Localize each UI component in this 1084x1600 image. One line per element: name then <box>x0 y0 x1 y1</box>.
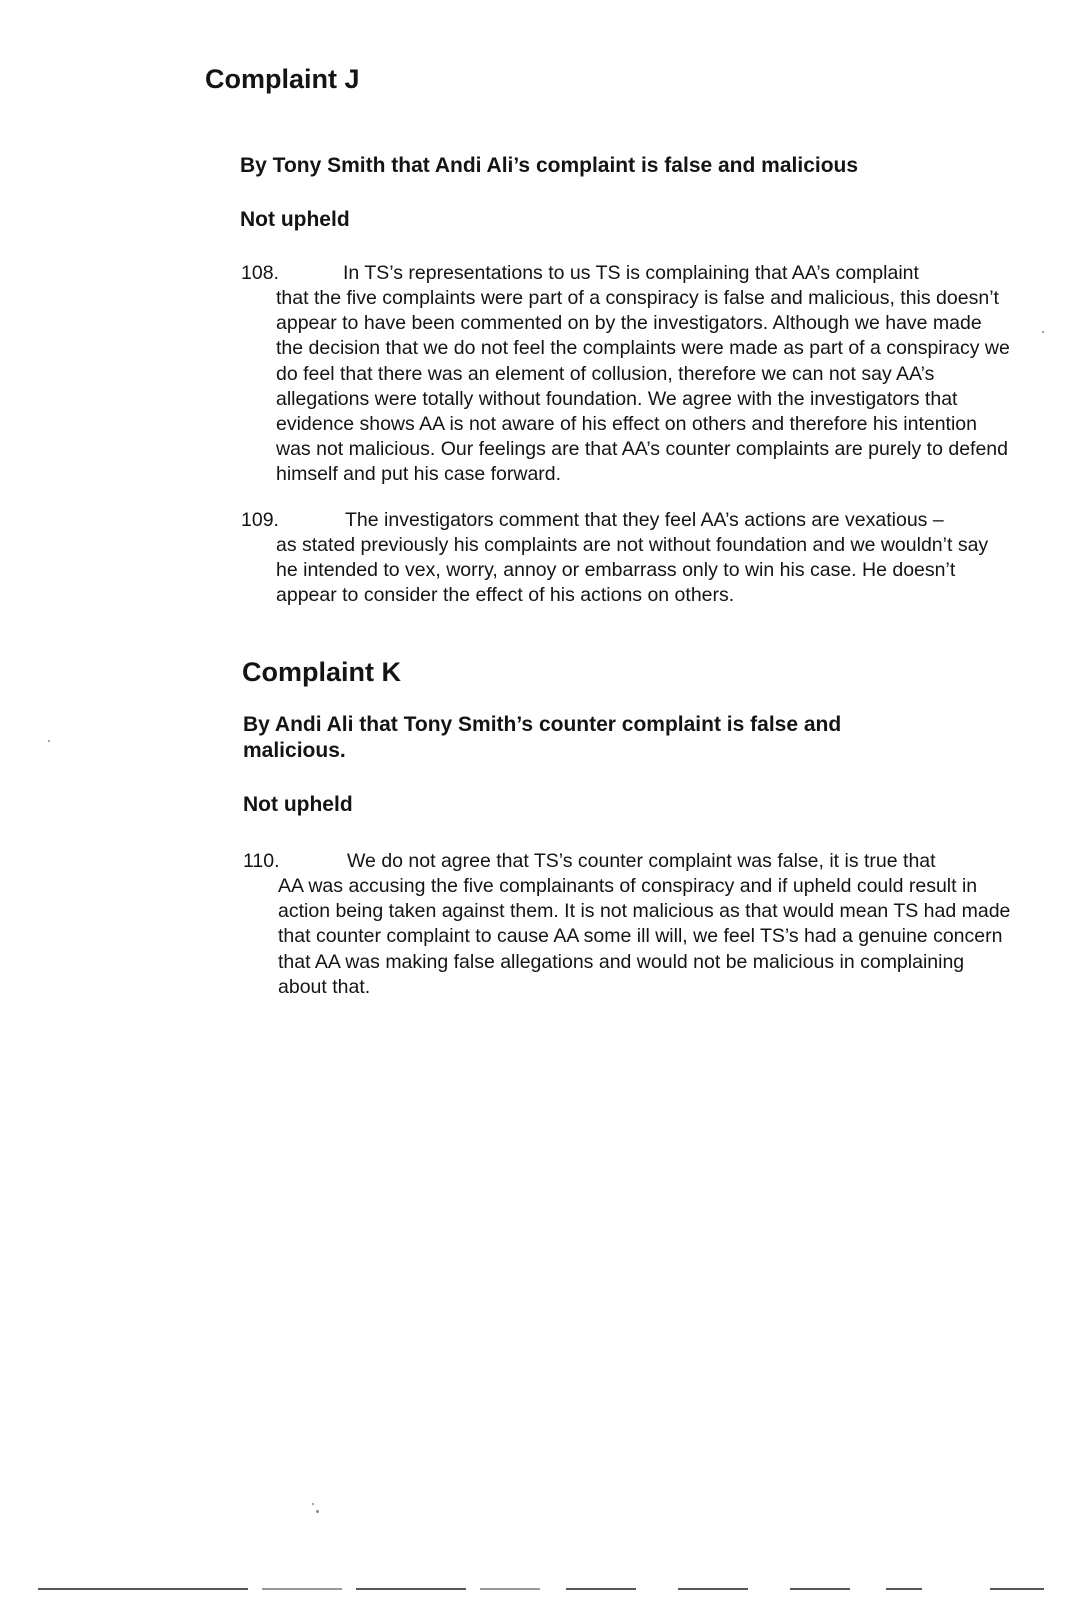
paragraph-number: 110. <box>243 850 280 872</box>
complaint-j-outcome: Not upheld <box>240 208 350 231</box>
scan-edge-line <box>790 1588 850 1590</box>
paragraph-lead: In TS’s representations to us TS is complaining that AA’s complaint <box>343 262 919 284</box>
scan-edge-line <box>678 1588 748 1590</box>
paragraph-number: 109. <box>241 509 279 531</box>
scan-edge-line <box>886 1588 922 1590</box>
scan-edge-line <box>38 1588 248 1590</box>
complaint-j-heading: Complaint J <box>205 64 360 94</box>
complaint-k-outcome: Not upheld <box>243 793 353 816</box>
scan-speck <box>1042 331 1044 333</box>
scan-edge-line <box>262 1588 342 1590</box>
scan-edge-line <box>566 1588 636 1590</box>
paragraph-lead: We do not agree that TS’s counter complaint was false, it is true that <box>347 850 936 872</box>
scan-edge-line <box>480 1588 540 1590</box>
scan-edge-line <box>990 1588 1044 1590</box>
paragraph-text: as stated previously his complaints are not without foundation and we wouldn’t say he intended to vex, worry, annoy or embarrass only to win his case. He doesn’t appear to consider the effect of his actions on others. <box>276 534 989 607</box>
complaint-k-heading: Complaint K <box>242 657 401 687</box>
paragraph-text: AA was accusing the five complainants of conspiracy and if upheld could result in action being taken against them. It is not malicious as that would mean TS had made that counter complaint to cause AA some ill will, we feel TS’s had a genuine concern that AA was making false allegations and would not be malicious in complaining about that. <box>278 875 1011 998</box>
paragraph-text: that the five complaints were part of a conspiracy is false and malicious, this doesn’t appear to have been commented on by the investigators. Although we have made the decision that we do not feel the complaints were made as part of a conspiracy we do feel that there was an element of collusion, therefore we can not say AA’s allegations were totally without foundation. We agree with the investigators that evidence shows AA is not aware of his effect on others and therefore his intention was not malicious. Our feelings are that AA’s counter complaints are purely to defend himself and put his case forward. <box>276 287 1010 486</box>
complaint-k-subject: By Andi Ali that Tony Smith’s counter complaint is false and malicious. <box>243 713 842 762</box>
paragraph-lead: The investigators comment that they feel AA’s actions are vexatious – <box>345 509 944 531</box>
scan-speck <box>312 1503 314 1505</box>
scan-speck <box>48 740 50 742</box>
complaint-j-subject: By Tony Smith that Andi Ali’s complaint is false and malicious <box>240 154 859 177</box>
scan-speck <box>316 1510 319 1513</box>
scan-edge-line <box>356 1588 466 1590</box>
paragraph-number: 108. <box>241 262 279 284</box>
